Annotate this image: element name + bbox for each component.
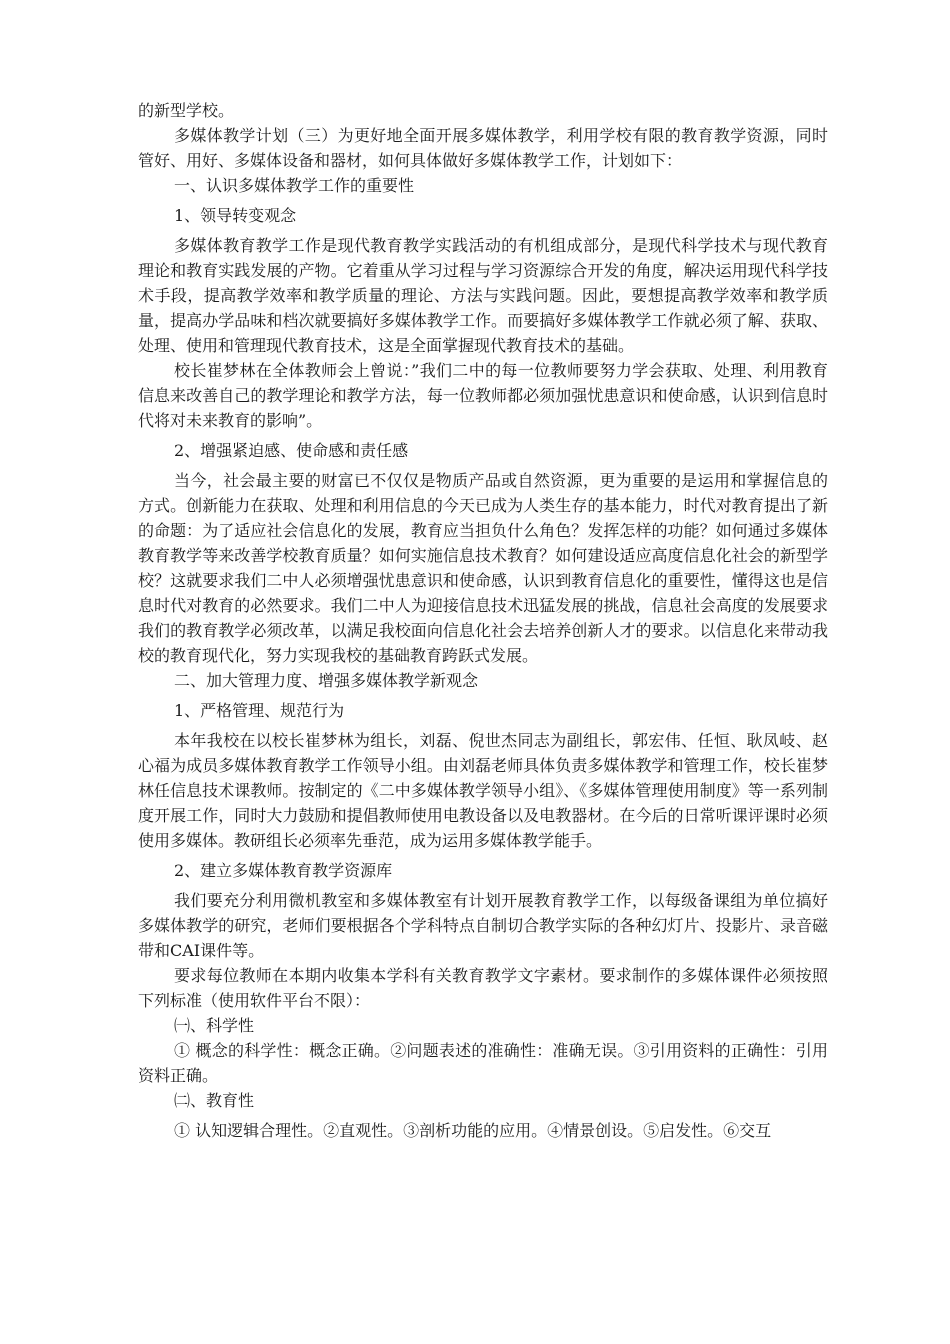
paragraph: 当今，社会最主要的财富已不仅仅是物质产品或自然资源，更为重要的是运用和掌握信息的方式。创新能力在获取、处理和利用信息的今天已成为人类生存的基本能力，时代对教育提出了新的命题：为了适应社会信息化的发展，教育应当担负什么角色？发挥怎样的功能？如何通过多媒体教育教学等来改善学校教育质量？如何实施信息技术教育？如何建设适应高度信息化社会的新型学校？这就要求我们二中人必须增强忧患意识和使命感，认识到教育信息化的重要性，懂得这也是信息时代对教育的必然要求。我们二中人为迎接信息技术迅猛发展的挑战，信息社会高度的发展要求我们的教育教学必须改革，以满足我校面向信息化社会去培养创新人才的要求。以信息化来带动我校的教育现代化，努力实现我校的基础教育跨跃式发展。 xyxy=(138,471,828,665)
paragraph: 要求每位教师在本期内收集本学科有关教育教学文字素材。要求制作的多媒体课件必须按照下列标准（使用软件平台不限）： xyxy=(138,966,828,1010)
paragraph: 的新型学校。 xyxy=(138,101,235,120)
subsection-heading: 2、增强紧迫感、使命感和责任感 xyxy=(174,441,409,460)
paragraph: 多媒体教育教学工作是现代教育教学实践活动的有机组成部分，是现代科学技术与现代教育理论和教育实践发展的产物。它着重从学习过程与学习资源综合开发的角度，解决运用现代科学技术手段，提高教学效率和教学质量的理论、方法与实践问题。因此，要想提高教学效率和教学质量，提高办学品味和档次就要搞好多媒体教学工作。而要搞好多媒体教学工作就必须了解、获取、处理、使用和管理现代教育技术，这是全面掌握现代教育技术的基础。 xyxy=(138,236,828,355)
paragraph: ① 认知逻辑合理性。②直观性。③剖析功能的应用。④情景创设。⑤启发性。⑥交互 xyxy=(174,1121,772,1140)
subsection-heading: 1、严格管理、规范行为 xyxy=(174,701,345,720)
paragraph: 我们要充分利用微机教室和多媒体教室有计划开展教育教学工作，以每级备课组为单位搞好多媒体教学的研究，老师们要根据各个学科特点自制切合教学实际的各种幻灯片、投影片、录音磁带和CAI课件等。 xyxy=(138,891,828,960)
section-heading: 一、认识多媒体教学工作的重要性 xyxy=(174,176,415,195)
subsection-heading: 2、建立多媒体教育教学资源库 xyxy=(174,861,393,880)
document-page xyxy=(138,98,828,1143)
subsection-heading: 1、领导转变观念 xyxy=(174,206,297,225)
list-heading: ㈠、科学性 xyxy=(174,1016,255,1035)
paragraph: 多媒体教学计划（三）为更好地全面开展多媒体教学，利用学校有限的教育教学资源，同时管好、用好、多媒体设备和器材，如何具体做好多媒体教学工作，计划如下： xyxy=(138,126,828,170)
paragraph: ① 概念的科学性：概念正确。②问题表述的准确性：准确无误。③引用资料的正确性：引用资料正确。 xyxy=(138,1041,828,1085)
list-heading: ㈡、教育性 xyxy=(174,1091,255,1110)
paragraph: 校长崔梦林在全体教师会上曾说：”我们二中的每一位教师要努力学会获取、处理、利用教育信息来改善自己的教学理论和教学方法，每一位教师都必须加强忧患意识和使命感，认识到信息时代将对未来教育的影响”。 xyxy=(138,361,828,430)
paragraph: 本年我校在以校长崔梦林为组长，刘磊、倪世杰同志为副组长，郭宏伟、任恒、耿凤岐、赵心福为成员多媒体教育教学工作领导小组。由刘磊老师具体负责多媒体教学和管理工作，校长崔梦林任信息技术课教师。按制定的《二中多媒体教学领导小组》、《多媒体管理使用制度》等一系列制度开展工作，同时大力鼓励和提倡教师使用电教设备以及电教器材。在今后的日常听课评课时必须使用多媒体。教研组长必须率先垂范，成为运用多媒体教学能手。 xyxy=(138,731,828,850)
section-heading: 二、加大管理力度、增强多媒体教学新观念 xyxy=(174,671,479,690)
